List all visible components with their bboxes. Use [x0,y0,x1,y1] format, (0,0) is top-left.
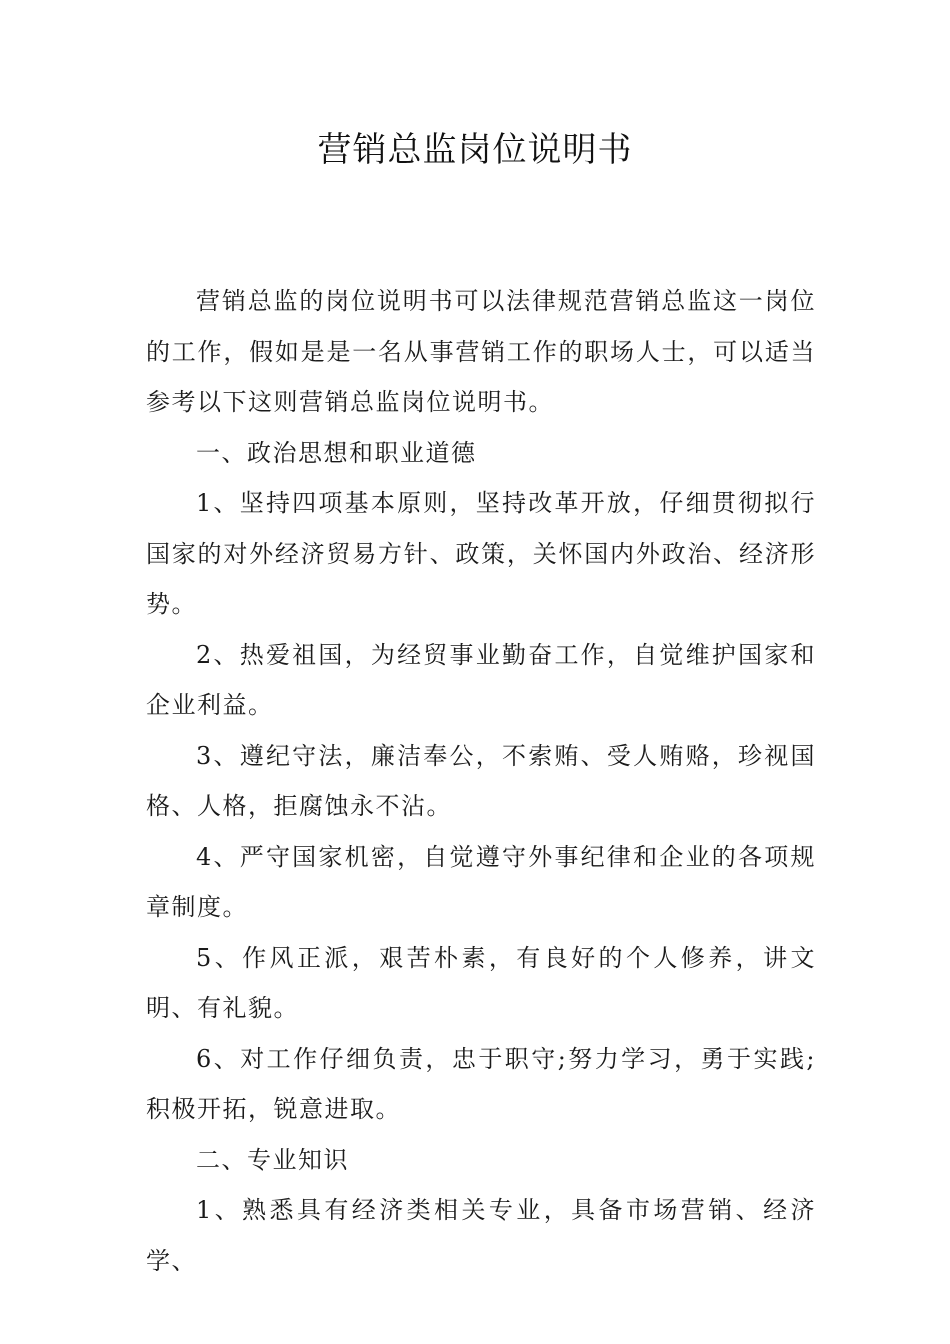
intro-paragraph: 营销总监的岗位说明书可以法律规范营销总监这一岗位的工作，假如是是一名从事营销工作的职场人士，可以适当参考以下这则营销总监岗位说明书。 [146,287,816,416]
knowledge-item-1: 1、熟悉具有经济类相关专业，具备市场营销、经济学、 [146,1196,816,1275]
section-heading-ethics: 一、政治思想和职业道德 [196,438,477,467]
ethics-item-6: 6、对工作仔细负责，忠于职守;努力学习，勇于实践;积极开拓，锐意进取。 [146,1044,816,1123]
ethics-item-5: 5、作风正派，艰苦朴素，有良好的个人修养，讲文明、有礼貌。 [146,943,816,1022]
ethics-item-4: 4、严守国家机密，自觉遵守外事纪律和企业的各项规章制度。 [146,842,816,921]
ethics-item-2: 2、热爱祖国，为经贸事业勤奋工作，自觉维护国家和企业利益。 [146,640,816,719]
ethics-item-3: 3、遵纪守法，廉洁奉公，不索贿、受人贿赂，珍视国格、人格，拒腐蚀永不沾。 [146,741,816,820]
document-title: 营销总监岗位说明书 [317,130,633,170]
document-body [146,276,816,1286]
ethics-item-1: 1、坚持四项基本原则，坚持改革开放，仔细贯彻拟行国家的对外经济贸易方针、政策，关怀国内外政治、经济形势。 [146,489,816,618]
section-heading-knowledge: 二、专业知识 [196,1145,349,1174]
